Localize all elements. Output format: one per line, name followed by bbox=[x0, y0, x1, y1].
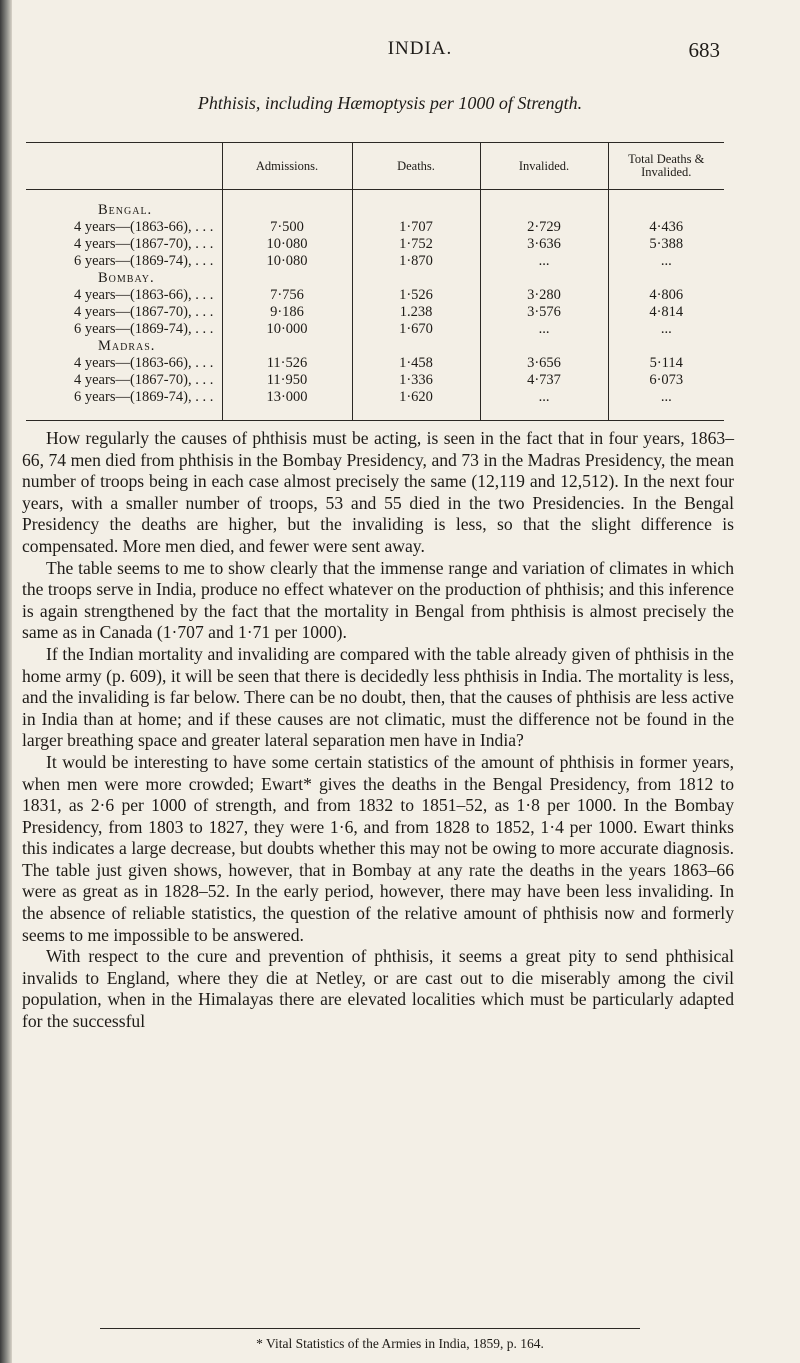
table-header-row bbox=[26, 143, 724, 190]
table-cell: 5·114 bbox=[608, 355, 724, 372]
table-row bbox=[26, 355, 724, 372]
table-cell: 1·620 bbox=[352, 389, 480, 406]
group-label: Bombay. bbox=[98, 270, 155, 286]
table-cell: 1·458 bbox=[352, 355, 480, 372]
table-cell: 1·707 bbox=[352, 219, 480, 236]
table-cell: 3·656 bbox=[480, 355, 608, 372]
table-cell: 13·000 bbox=[222, 389, 352, 406]
paragraph: If the Indian mortality and invaliding are compared with the table already given of phthisis in the home army (p. 609), it will be seen that there is decidedly less phthisis in India. The mortality is less, and the invaliding is far below. There can be no doubt, then, that the causes of phthisis are less active in India than at home; and if these causes are not climatic, must the difference not be found in the larger breathing space and greater lateral separation men have in India? bbox=[22, 643, 734, 751]
table-cell: 9·186 bbox=[222, 304, 352, 321]
table-cell: 1·670 bbox=[352, 321, 480, 338]
row-label: 4 years—(1867-70), . . . bbox=[74, 372, 214, 388]
column-header: Total Deaths & Invalided. bbox=[608, 143, 724, 190]
table-row bbox=[26, 389, 724, 406]
row-label: 4 years—(1863-66), . . . bbox=[74, 355, 214, 371]
table-cell: 6·073 bbox=[608, 372, 724, 389]
table-cell: 3·280 bbox=[480, 287, 608, 304]
table-row bbox=[26, 236, 724, 253]
row-label: 4 years—(1863-66), . . . bbox=[74, 219, 214, 235]
row-label: 6 years—(1869-74), . . . bbox=[74, 253, 214, 269]
table-cell: 1·526 bbox=[352, 287, 480, 304]
group-label: Bengal. bbox=[98, 202, 153, 218]
table-caption: Phthisis, including Hæmoptysis per 1000 of Strength. bbox=[197, 93, 583, 113]
table-cell: 11·950 bbox=[222, 372, 352, 389]
group-label: Madras. bbox=[98, 338, 156, 354]
table-cell: 7·756 bbox=[222, 287, 352, 304]
paragraph: With respect to the cure and prevention of phthisis, it seems a great pity to send phthisical invalids to England, where they die at Netley, or are cast out to die miserably among the civil population, when in the Himalayas there are elevated localities which must be particularly adapted for the successful bbox=[22, 946, 734, 1032]
table-group-row bbox=[26, 338, 724, 355]
table-cell: 11·526 bbox=[222, 355, 352, 372]
paragraph: It would be interesting to have some certain statistics of the amount of phthisis in former years, when men were more crowded; Ewart* gives the deaths in the Bengal Presidency, from 1812 to 1831, as 2·6 per 1000 of strength, and from 1832 to 1851–52, as 1·8 per 1000. In the Bombay Presidency, from 1803 to 1827, they were 1·6, and from 1828 to 1852, 1·4 per 1000. Ewart thinks this indicates a large decrease, but doubts whether this may not be owing to more accurate diagnosis. The table just given shows, however, that in Bombay at any rate the deaths in the years 1863–66 were as great as in 1828–52. In the early period, however, there may have been less invaliding. In the absence of reliable statistics, the question of the relative amount of phthisis now and formerly seems to me impossible to be answered. bbox=[22, 751, 734, 945]
table-row bbox=[26, 219, 724, 236]
body-text bbox=[22, 428, 734, 1033]
table-cell: 4·737 bbox=[480, 372, 608, 389]
row-label: 4 years—(1867-70), . . . bbox=[74, 304, 214, 320]
table-cell: ... bbox=[608, 321, 724, 338]
table-cell: 2·729 bbox=[480, 219, 608, 236]
running-title: INDIA. bbox=[387, 38, 453, 59]
table-cell: ... bbox=[480, 321, 608, 338]
column-header: Admissions. bbox=[222, 143, 352, 190]
table-cell: 3·636 bbox=[480, 236, 608, 253]
column-header bbox=[26, 143, 222, 190]
table-spacer bbox=[26, 190, 724, 203]
table-row bbox=[26, 372, 724, 389]
table-row bbox=[26, 287, 724, 304]
column-header: Deaths. bbox=[352, 143, 480, 190]
phthisis-table bbox=[26, 142, 724, 421]
table-cell: 4·436 bbox=[608, 219, 724, 236]
table-cell: 4·814 bbox=[608, 304, 724, 321]
table-row bbox=[26, 253, 724, 270]
book-binding-edge bbox=[0, 0, 12, 1363]
table-row bbox=[26, 304, 724, 321]
table-cell: 1·336 bbox=[352, 372, 480, 389]
table-cell: 3·576 bbox=[480, 304, 608, 321]
table-spacer bbox=[26, 406, 724, 421]
table-row bbox=[26, 321, 724, 338]
row-label: 6 years—(1869-74), . . . bbox=[74, 321, 214, 337]
row-label: 4 years—(1867-70), . . . bbox=[74, 236, 214, 252]
table-cell: 1.238 bbox=[352, 304, 480, 321]
row-label: 4 years—(1863-66), . . . bbox=[74, 287, 214, 303]
paragraph: How regularly the causes of phthisis must be acting, is seen in the fact that in four years, 1863–66, 74 men died from phthisis in the Bombay Presidency, and 73 in the Madras Presidency, the mean number of troops being in each case almost precisely the same (12,119 and 12,512). In the next four years, with a smaller number of troops, 53 and 55 died in the two Presidencies. In the Bengal Presidency the deaths are higher, but the invaliding is less, so that the slight difference is compensated. More men died, and fewer were sent away. bbox=[22, 428, 734, 556]
table-cell: ... bbox=[608, 389, 724, 406]
paragraph: The table seems to me to show clearly that the immense range and variation of climates in which the troops serve in India, produce no effect whatever on the production of phthisis; and this inference is again strengthened by the fact that the mortality in Bengal from phthisis is almost precisely the same as in Canada (1·707 and 1·71 per 1000). bbox=[22, 557, 734, 643]
table-cell: 1·752 bbox=[352, 236, 480, 253]
table-cell: 10·080 bbox=[222, 253, 352, 270]
column-header: Invalided. bbox=[480, 143, 608, 190]
table-cell: 7·500 bbox=[222, 219, 352, 236]
running-header bbox=[120, 38, 720, 68]
row-label: 6 years—(1869-74), . . . bbox=[74, 389, 214, 405]
table-cell: ... bbox=[608, 253, 724, 270]
table-body bbox=[26, 190, 724, 421]
page-number: 683 bbox=[688, 38, 720, 62]
table-cell: ... bbox=[480, 389, 608, 406]
footnote-divider bbox=[100, 1328, 640, 1329]
table-cell: 4·806 bbox=[608, 287, 724, 304]
table-group-row bbox=[26, 270, 724, 287]
table-cell: ... bbox=[480, 253, 608, 270]
footnote: * Vital Statistics of the Armies in India, 1859, p. 164. bbox=[256, 1336, 544, 1351]
table-group-row bbox=[26, 202, 724, 219]
table-cell: 10·000 bbox=[222, 321, 352, 338]
table-cell: 10·080 bbox=[222, 236, 352, 253]
table-cell: 5·388 bbox=[608, 236, 724, 253]
table-cell: 1·870 bbox=[352, 253, 480, 270]
